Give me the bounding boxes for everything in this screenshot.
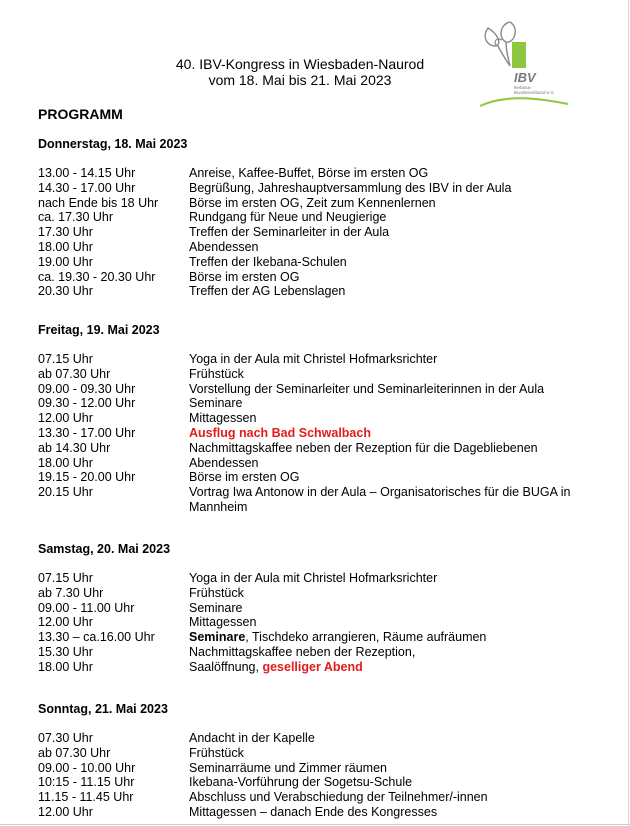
schedule-time: 13.30 - 17.00 Uhr bbox=[38, 425, 136, 440]
schedule-row bbox=[38, 601, 598, 616]
schedule-description bbox=[189, 746, 598, 761]
schedule-description-text: Mittagessen bbox=[189, 615, 257, 630]
schedule-time: 18.00 Uhr bbox=[38, 239, 93, 254]
schedule-time: 18.00 Uhr bbox=[38, 659, 93, 674]
schedule-description-text: Ausflug nach Bad Schwalbach bbox=[189, 425, 371, 440]
schedule-row bbox=[38, 731, 598, 746]
schedule-time: 12.00 Uhr bbox=[38, 615, 93, 630]
schedule-description-text: Andacht in der Kapelle bbox=[189, 731, 315, 745]
schedule-description bbox=[189, 284, 598, 299]
day-title: Sonntag, 21. Mai 2023 bbox=[38, 702, 168, 716]
schedule-description-text: Treffen der Ikebana-Schulen bbox=[189, 254, 347, 269]
schedule-row bbox=[38, 746, 598, 761]
schedule-description bbox=[189, 411, 598, 426]
schedule-time: 13.30 – ca.16.00 Uhr bbox=[38, 630, 155, 645]
schedule-row bbox=[38, 761, 598, 776]
schedule-description bbox=[189, 586, 598, 601]
day-section-friday bbox=[38, 323, 598, 515]
schedule-description-text: Frühstück bbox=[189, 366, 244, 381]
schedule-time: ab 7.30 Uhr bbox=[38, 585, 104, 600]
schedule-description bbox=[189, 426, 598, 441]
schedule-description bbox=[189, 660, 598, 675]
schedule-time: ab 07.30 Uhr bbox=[38, 745, 111, 760]
schedule-description-text: , Tischdeko arrangieren, Räume aufräumen bbox=[245, 630, 487, 645]
schedule-row bbox=[38, 571, 598, 586]
day-title: Donnerstag, 18. Mai 2023 bbox=[38, 137, 188, 151]
schedule-description bbox=[189, 761, 598, 776]
schedule-row bbox=[38, 775, 598, 790]
schedule-row bbox=[38, 441, 598, 456]
schedule-description-text: Börse im ersten OG bbox=[189, 470, 300, 485]
schedule-time: ca. 17.30 Uhr bbox=[38, 210, 114, 225]
schedule-description-bold: Seminare bbox=[189, 630, 246, 645]
schedule-row bbox=[38, 210, 598, 225]
schedule-row bbox=[38, 255, 598, 270]
schedule-description bbox=[189, 731, 598, 746]
schedule-row bbox=[38, 225, 598, 240]
schedule-list bbox=[38, 731, 598, 820]
schedule-time: ab 14.30 Uhr bbox=[38, 440, 111, 455]
header-line-1: 40. IBV-Kongress in Wiesbaden-Naurod bbox=[175, 56, 425, 72]
schedule-description-highlight: geselliger Abend bbox=[262, 659, 363, 674]
schedule-description bbox=[189, 441, 598, 456]
schedule-row bbox=[38, 470, 598, 485]
schedule-description-text: Vortrag Iwa Antonow in der Aula – Organisatorisches für die BUGA in Mannheim bbox=[189, 485, 571, 514]
schedule-row bbox=[38, 270, 598, 285]
header-line-2: vom 18. Mai bis 21. Mai 2023 bbox=[208, 72, 392, 88]
schedule-time: 07.15 Uhr bbox=[38, 571, 93, 585]
schedule-time: 09.00 - 10.00 Uhr bbox=[38, 760, 136, 775]
schedule-description-text: Yoga in der Aula mit Christel Hofmarksrichter bbox=[189, 352, 438, 366]
schedule-row bbox=[38, 426, 598, 441]
logo-swoosh-icon bbox=[480, 98, 568, 106]
schedule-row bbox=[38, 615, 598, 630]
page-bottom-border bbox=[0, 824, 630, 825]
schedule-description bbox=[189, 456, 598, 471]
schedule-row bbox=[38, 645, 598, 660]
schedule-time: 20.30 Uhr bbox=[38, 284, 93, 299]
schedule-description bbox=[189, 166, 598, 181]
day-title: Samstag, 20. Mai 2023 bbox=[38, 542, 171, 556]
schedule-description-text: Börse im ersten OG, Zeit zum Kennenlernen bbox=[189, 195, 436, 210]
schedule-description-text: Rundgang für Neue und Neugierige bbox=[189, 210, 387, 225]
schedule-description-text: Begrüßung, Jahreshauptversammlung des IBV in der Aula bbox=[189, 180, 512, 195]
schedule-time: 07.15 Uhr bbox=[38, 352, 93, 366]
schedule-list bbox=[38, 166, 598, 299]
schedule-row bbox=[38, 630, 598, 645]
schedule-description bbox=[189, 270, 598, 285]
schedule-description-text: Mittagessen bbox=[189, 411, 257, 426]
schedule-description bbox=[189, 367, 598, 382]
schedule-row bbox=[38, 367, 598, 382]
schedule-time: 11.15 - 11.45 Uhr bbox=[38, 790, 134, 805]
schedule-description bbox=[189, 805, 598, 820]
schedule-description-text: Seminarräume und Zimmer räumen bbox=[189, 760, 387, 775]
schedule-row bbox=[38, 790, 598, 805]
svg-text:Bundesverband e.V.: Bundesverband e.V. bbox=[514, 90, 555, 95]
schedule-description bbox=[189, 615, 598, 630]
ibv-logo bbox=[476, 14, 576, 114]
schedule-row bbox=[38, 660, 598, 675]
schedule-description bbox=[189, 571, 598, 586]
schedule-description-text: Nachmittagskaffee neben der Rezeption, bbox=[189, 644, 416, 659]
schedule-list bbox=[38, 571, 598, 675]
schedule-row bbox=[38, 485, 598, 515]
day-section-thursday bbox=[38, 137, 598, 299]
schedule-description bbox=[189, 645, 598, 660]
schedule-description bbox=[189, 601, 598, 616]
schedule-time: 18.00 Uhr bbox=[38, 455, 93, 470]
schedule-row bbox=[38, 352, 598, 367]
schedule-time: ab 07.30 Uhr bbox=[38, 366, 111, 381]
schedule-time: 13.00 - 14.15 Uhr bbox=[38, 166, 136, 180]
schedule-row bbox=[38, 805, 598, 820]
schedule-row bbox=[38, 196, 598, 211]
schedule-row bbox=[38, 240, 598, 255]
schedule-description-text: Yoga in der Aula mit Christel Hofmarksrichter bbox=[189, 571, 438, 585]
schedule-description bbox=[189, 630, 598, 645]
schedule-time: 12.00 Uhr bbox=[38, 804, 93, 819]
schedule-time: 15.30 Uhr bbox=[38, 644, 93, 659]
schedule-description bbox=[189, 196, 598, 211]
schedule-row bbox=[38, 166, 598, 181]
schedule-row bbox=[38, 396, 598, 411]
schedule-description bbox=[189, 775, 598, 790]
schedule-description bbox=[189, 240, 598, 255]
schedule-description-text: Börse im ersten OG bbox=[189, 269, 300, 284]
schedule-description bbox=[189, 210, 598, 225]
schedule-time: 10:15 - 11.15 Uhr bbox=[38, 775, 135, 790]
schedule-description-text: Frühstück bbox=[189, 745, 244, 760]
schedule-description-text: Vorstellung der Seminarleiter und Seminarleiterinnen in der Aula bbox=[189, 381, 545, 396]
schedule-description-text: Ikebana-Vorführung der Sogetsu-Schule bbox=[189, 775, 413, 790]
document-header bbox=[130, 56, 470, 88]
program-title: PROGRAMM bbox=[38, 106, 123, 122]
schedule-time: ca. 19.30 - 20.30 Uhr bbox=[38, 269, 156, 284]
day-section-sunday bbox=[38, 702, 598, 820]
schedule-row bbox=[38, 181, 598, 196]
schedule-description-text: Nachmittagskaffee neben der Rezeption für die Dagebliebenen bbox=[189, 440, 538, 455]
schedule-description-text: Frühstück bbox=[189, 585, 244, 600]
schedule-description-text: Abendessen bbox=[189, 455, 259, 470]
logo-green-block bbox=[512, 42, 526, 68]
schedule-time: 09.30 - 12.00 Uhr bbox=[38, 396, 136, 411]
day-section-saturday bbox=[38, 542, 598, 675]
schedule-time: nach Ende bis 18 Uhr bbox=[38, 195, 159, 210]
schedule-time: 14.30 - 17.00 Uhr bbox=[38, 180, 136, 195]
day-title: Freitag, 19. Mai 2023 bbox=[38, 323, 160, 337]
logo-flower-right-icon bbox=[501, 22, 515, 42]
schedule-row bbox=[38, 586, 598, 601]
schedule-description-text: Abendessen bbox=[189, 239, 259, 254]
schedule-time: 17.30 Uhr bbox=[38, 225, 93, 240]
schedule-description-text: Seminare bbox=[189, 396, 243, 411]
schedule-description bbox=[189, 790, 598, 805]
schedule-description bbox=[189, 255, 598, 270]
svg-text:Ikebana-: Ikebana- bbox=[514, 85, 532, 90]
schedule-time: 12.00 Uhr bbox=[38, 411, 93, 426]
schedule-description-text: Treffen der Seminarleiter in der Aula bbox=[189, 225, 390, 240]
schedule-description-text: Mittagessen – danach Ende des Kongresses bbox=[189, 804, 438, 819]
schedule-row bbox=[38, 284, 598, 299]
schedule-row bbox=[38, 456, 598, 471]
schedule-row bbox=[38, 411, 598, 426]
schedule-description-text: Seminare bbox=[189, 600, 243, 615]
schedule-description bbox=[189, 485, 598, 515]
schedule-description-text: Treffen der AG Lebenslagen bbox=[189, 284, 346, 299]
schedule-time: 09.00 - 11.00 Uhr bbox=[38, 600, 135, 615]
schedule-description bbox=[189, 352, 598, 367]
schedule-description-text: Abschluss und Verabschiedung der Teilnehmer/-innen bbox=[189, 790, 488, 805]
page-right-border bbox=[628, 0, 629, 826]
schedule-description bbox=[189, 396, 598, 411]
schedule-time: 09.00 - 09.30 Uhr bbox=[38, 381, 136, 396]
schedule-row bbox=[38, 382, 598, 397]
schedule-description-text: Anreise, Kaffee-Buffet, Börse im ersten OG bbox=[189, 166, 429, 180]
schedule-description bbox=[189, 470, 598, 485]
schedule-description-text: Saalöffnung, bbox=[189, 659, 263, 674]
svg-text:IBV: IBV bbox=[514, 70, 536, 85]
schedule-time: 20.15 Uhr bbox=[38, 485, 93, 500]
schedule-time: 19.15 - 20.00 Uhr bbox=[38, 470, 136, 485]
schedule-description bbox=[189, 382, 598, 397]
schedule-description bbox=[189, 225, 598, 240]
schedule-description bbox=[189, 181, 598, 196]
logo-flower-left-icon bbox=[485, 28, 499, 46]
schedule-time: 07.30 Uhr bbox=[38, 731, 93, 745]
schedule-time: 19.00 Uhr bbox=[38, 254, 93, 269]
schedule-list bbox=[38, 352, 598, 515]
